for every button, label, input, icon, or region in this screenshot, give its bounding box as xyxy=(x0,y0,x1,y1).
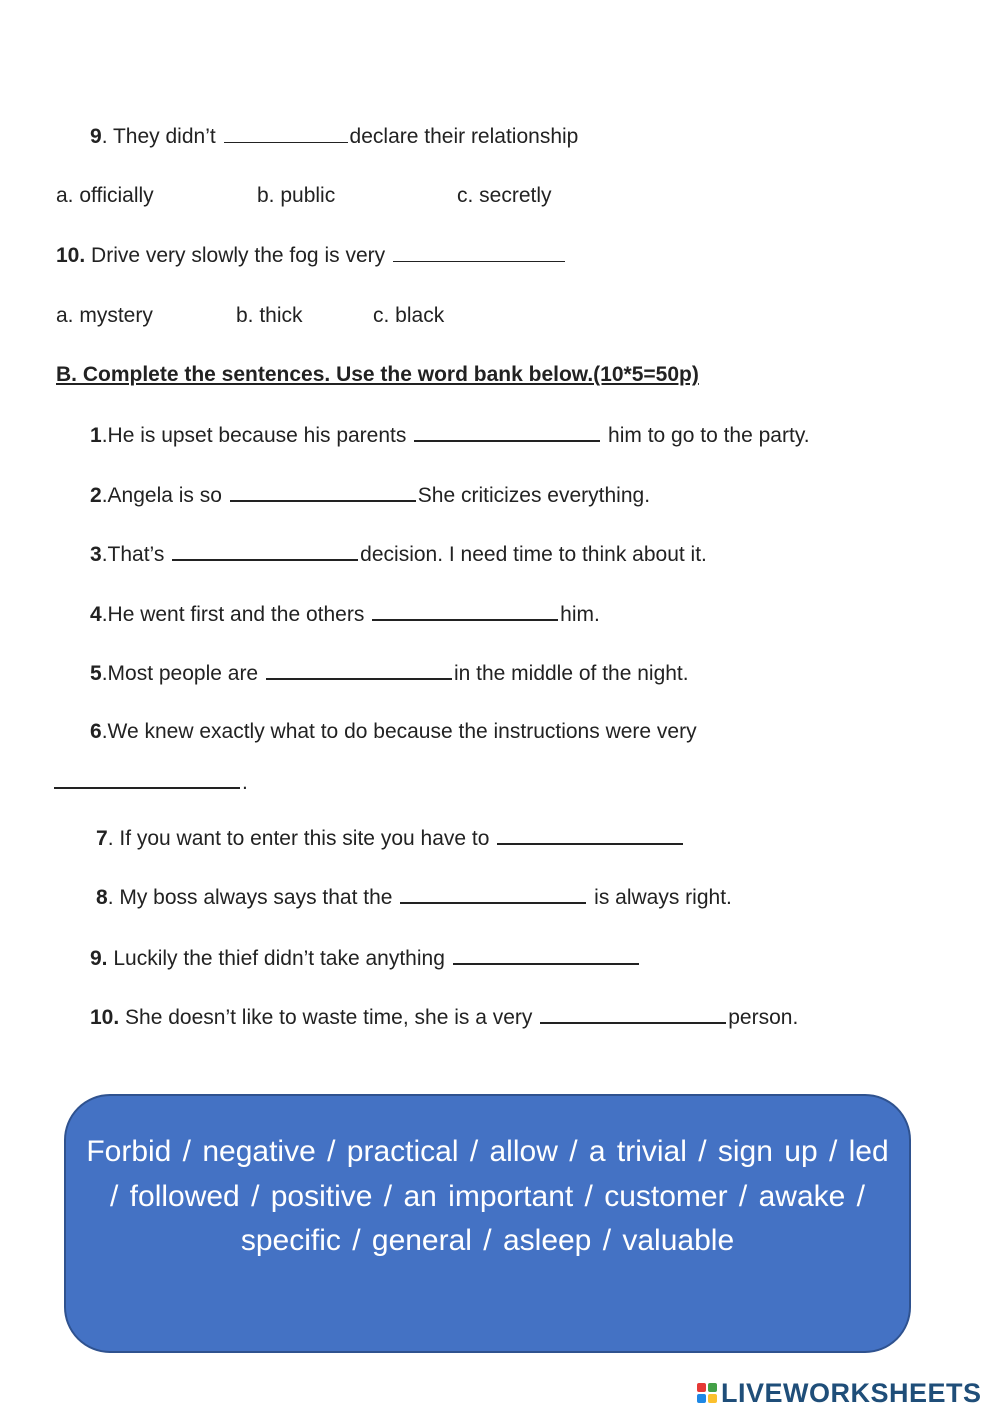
answer-blank[interactable] xyxy=(266,658,452,680)
sentence-text: .We knew exactly what to do because the instructions were very xyxy=(101,720,697,743)
answer-blank[interactable] xyxy=(393,241,565,262)
sentence-text: .He went first and the others xyxy=(101,603,371,626)
answer-blank[interactable] xyxy=(414,420,600,442)
sentence-text: is always right. xyxy=(588,886,732,909)
answer-blank[interactable] xyxy=(172,539,358,561)
sentence-text: person. xyxy=(728,1006,799,1029)
sentence-b9 xyxy=(90,943,641,973)
answer-blank[interactable] xyxy=(400,882,586,904)
answer-blank[interactable] xyxy=(230,480,416,502)
options-a9 xyxy=(56,182,656,210)
options-a10 xyxy=(56,302,656,330)
option-a: a. mystery xyxy=(56,304,153,327)
option-c: c. secretly xyxy=(457,184,552,207)
sentence-b5 xyxy=(90,658,689,688)
answer-blank[interactable] xyxy=(453,943,639,965)
sentence-b10 xyxy=(90,1002,798,1032)
question-text: . They didn’t xyxy=(101,125,222,148)
sentence-b6 xyxy=(90,718,697,746)
question-number: 9 xyxy=(90,125,102,148)
question-text: Drive very slowly the fog is very xyxy=(85,244,391,267)
answer-blank[interactable] xyxy=(497,823,683,845)
option-b: b. thick xyxy=(236,304,303,327)
sentence-number: 8 xyxy=(96,886,108,909)
sentence-b7 xyxy=(96,823,685,853)
question-text: declare their relationship xyxy=(349,125,579,148)
sentence-text: . If you want to enter this site you have to xyxy=(107,827,496,850)
sentence-text: . xyxy=(242,771,248,794)
sentence-number: 4 xyxy=(90,603,102,626)
sentence-b1 xyxy=(90,420,810,450)
sentence-number: 9. xyxy=(90,947,108,970)
sentence-text: decision. I need time to think about it. xyxy=(360,543,707,566)
word-bank-text: Forbid / negative / practical / allow / a trivial / sign up / led / followed / positive / an important / customer / awake / specific / general / asleep / valuable xyxy=(86,1135,889,1257)
sentence-text: .That’s xyxy=(101,543,171,566)
answer-blank[interactable] xyxy=(54,767,240,789)
sentence-text: .Angela is so xyxy=(101,484,228,507)
sentence-number: 10. xyxy=(90,1006,120,1029)
sentence-text: in the middle of the night. xyxy=(453,662,689,685)
question-a9 xyxy=(90,122,578,151)
sentence-text: .Most people are xyxy=(101,662,264,685)
answer-blank[interactable] xyxy=(372,599,558,621)
option-c: c. black xyxy=(373,304,445,327)
option-a: a. officially xyxy=(56,184,154,207)
word-bank-box xyxy=(64,1094,911,1353)
sentence-number: 1 xyxy=(90,424,102,447)
section-b-heading: B. Complete the sentences. Use the word bank below.(10*5=50p) xyxy=(56,363,699,386)
logo-grid-icon xyxy=(697,1383,717,1403)
sentence-text: him. xyxy=(560,603,600,626)
question-a10 xyxy=(56,241,567,270)
sentence-number: 6 xyxy=(90,720,102,743)
sentence-text: .He is upset because his parents xyxy=(101,424,413,447)
logo-text: LIVEWORKSHEETS xyxy=(721,1377,982,1408)
answer-blank[interactable] xyxy=(224,122,348,143)
sentence-number: 7 xyxy=(96,827,108,850)
sentence-b3 xyxy=(90,539,707,569)
sentence-b8 xyxy=(96,882,732,912)
sentence-text: him to go to the party. xyxy=(602,424,810,447)
sentence-b2 xyxy=(90,480,650,510)
sentence-number: 3 xyxy=(90,543,102,566)
liveworksheets-logo xyxy=(697,1378,982,1408)
sentence-number: 2 xyxy=(90,484,102,507)
sentence-b4 xyxy=(90,599,600,629)
sentence-b6-continued xyxy=(54,767,248,797)
sentence-text: Luckily the thief didn’t take anything xyxy=(107,947,451,970)
sentence-text: . My boss always says that the xyxy=(107,886,399,909)
answer-blank[interactable] xyxy=(540,1002,726,1024)
question-number: 10. xyxy=(56,244,86,267)
option-b: b. public xyxy=(257,184,336,207)
sentence-number: 5 xyxy=(90,662,102,685)
sentence-text: She doesn’t like to waste time, she is a very xyxy=(119,1006,539,1029)
sentence-text: She criticizes everything. xyxy=(417,484,651,507)
